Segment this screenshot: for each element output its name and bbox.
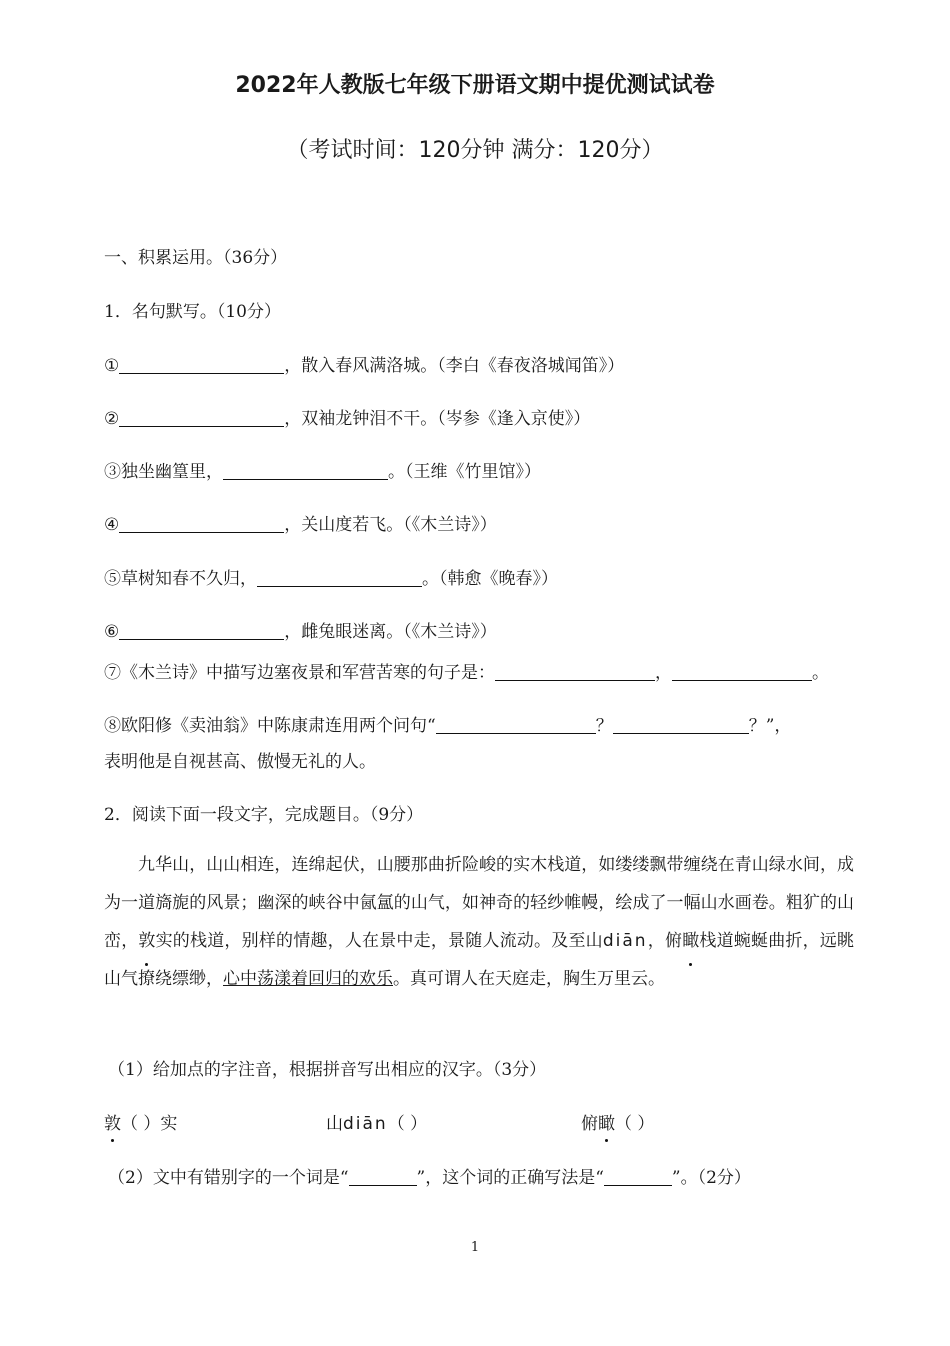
exam-subtitle: （考试时间：120分钟 满分：120分） — [286, 138, 664, 163]
answer-blank[interactable] — [119, 621, 284, 640]
item-prefix: ④ — [104, 515, 120, 535]
recitation-item-8-continuation: 表明他是自视甚高、傲慢无礼的人。 — [104, 752, 376, 772]
answer-blank[interactable] — [672, 662, 812, 681]
item-suffix: ，双袖龙钟泪不干。（岑参《逢入京使》） — [284, 409, 591, 429]
item-suffix: ？”， — [748, 716, 792, 736]
answer-blank[interactable] — [349, 1167, 417, 1186]
underlined-sentence: 心中荡漾着回归的欢乐 — [223, 969, 393, 989]
subquestion-2 — [108, 1166, 751, 1190]
answer-blank[interactable] — [604, 1167, 672, 1186]
subquestion-text: （2）文中有错别字的一个词是“ — [108, 1168, 349, 1188]
question-1-heading: 1．名句默写。（10分） — [104, 302, 281, 322]
page-number: 1 — [470, 1240, 480, 1255]
answer-blank[interactable] — [119, 408, 284, 427]
dotted-char: 瞰 — [598, 1114, 615, 1134]
item-suffix: 。（王维《竹里馆》） — [388, 462, 541, 482]
item-prefix: ② — [104, 409, 120, 429]
subquestion-1-part-c — [581, 1112, 654, 1136]
question-2-heading: 2．阅读下面一段文字，完成题目。（9分） — [104, 805, 424, 825]
subquestion-1-heading: （1）给加点的字注音，根据拼音写出相应的汉字。（3分） — [108, 1060, 547, 1080]
pinyin: diān — [602, 931, 648, 951]
dotted-char: 瞰 — [682, 922, 699, 960]
subquestion-1-part-b — [326, 1112, 427, 1136]
item-suffix: ，散入春风满洛城。（李白《春夜洛城闻笛》） — [284, 356, 625, 376]
item-prefix: ⑧欧阳修《卖油翁》中陈康肃连用两个问句“ — [104, 716, 436, 736]
part-text: 俯 — [581, 1114, 598, 1134]
subquestion-text: ”，这个词的正确写法是“ — [416, 1168, 604, 1188]
item-middle: ？ — [595, 716, 613, 736]
recitation-item-5 — [104, 567, 558, 591]
passage-text: 实的栈道，别样的情趣，人在景中走，景随人流动。及至山 — [155, 931, 603, 951]
answer-blank[interactable] — [436, 715, 596, 734]
passage-text: ，俯 — [647, 931, 683, 951]
passage-text: 。真可谓人在天庭走，胸生万里云。 — [393, 969, 665, 989]
recitation-item-4 — [104, 513, 497, 537]
answer-blank[interactable] — [119, 514, 284, 533]
recitation-item-8 — [104, 714, 791, 738]
dotted-char: 敦 — [104, 1114, 121, 1134]
answer-blank[interactable] — [495, 662, 655, 681]
answer-blank[interactable] — [119, 355, 284, 374]
recitation-item-6 — [104, 620, 497, 644]
answer-blank[interactable] — [223, 461, 388, 480]
answer-blank[interactable] — [257, 568, 422, 587]
recitation-item-3 — [104, 460, 541, 484]
recitation-item-1 — [104, 354, 624, 378]
answer-bracket[interactable]: （ ） — [615, 1114, 655, 1134]
answer-bracket[interactable]: （ ）实 — [121, 1114, 178, 1134]
subquestion-text: ”。（2分） — [671, 1168, 751, 1188]
section-heading: 一、积累运用。（36分） — [104, 248, 288, 268]
answer-blank[interactable] — [613, 715, 749, 734]
item-prefix: ③独坐幽篁里， — [104, 462, 223, 482]
subquestion-1-part-a — [104, 1112, 177, 1136]
part-text: 山 — [326, 1114, 343, 1134]
passage-text: 九华山，山山相连，连绵起伏，山腰那曲折险峻的实木栈道，如缕缕飘带缠绕在青山绿水间，成为一道旖旎的风景；幽深的峡谷中氤氲的山气，如神奇的轻纱帷幔，绘成了一幅山水画卷。粗犷的山峦， — [104, 855, 854, 951]
recitation-item-7 — [104, 661, 829, 685]
item-prefix: ⑦《木兰诗》中描写边塞夜景和军营苦寒的句子是： — [104, 663, 495, 683]
recitation-item-2 — [104, 407, 590, 431]
item-prefix: ① — [104, 356, 120, 376]
pinyin: diān — [343, 1114, 388, 1134]
exam-title: 2022年人教版七年级下册语文期中提优测试试卷 — [235, 73, 715, 98]
passage-text: 栈道蜿蜒曲折，远眺山气撩绕缥缈， — [104, 931, 855, 989]
dotted-char: 敦 — [138, 922, 155, 960]
item-prefix: ⑤草树知春不久归， — [104, 569, 257, 589]
item-suffix: 。（韩愈《晚春》） — [422, 569, 558, 589]
item-middle: ， — [655, 663, 672, 683]
item-suffix: ，雌兔眼迷离。（《木兰诗》） — [284, 622, 497, 642]
item-suffix: ，关山度若飞。（《木兰诗》） — [284, 515, 497, 535]
item-suffix: 。 — [812, 663, 829, 683]
reading-passage — [104, 846, 854, 998]
answer-bracket[interactable]: （ ） — [387, 1114, 428, 1134]
item-prefix: ⑥ — [104, 622, 120, 642]
